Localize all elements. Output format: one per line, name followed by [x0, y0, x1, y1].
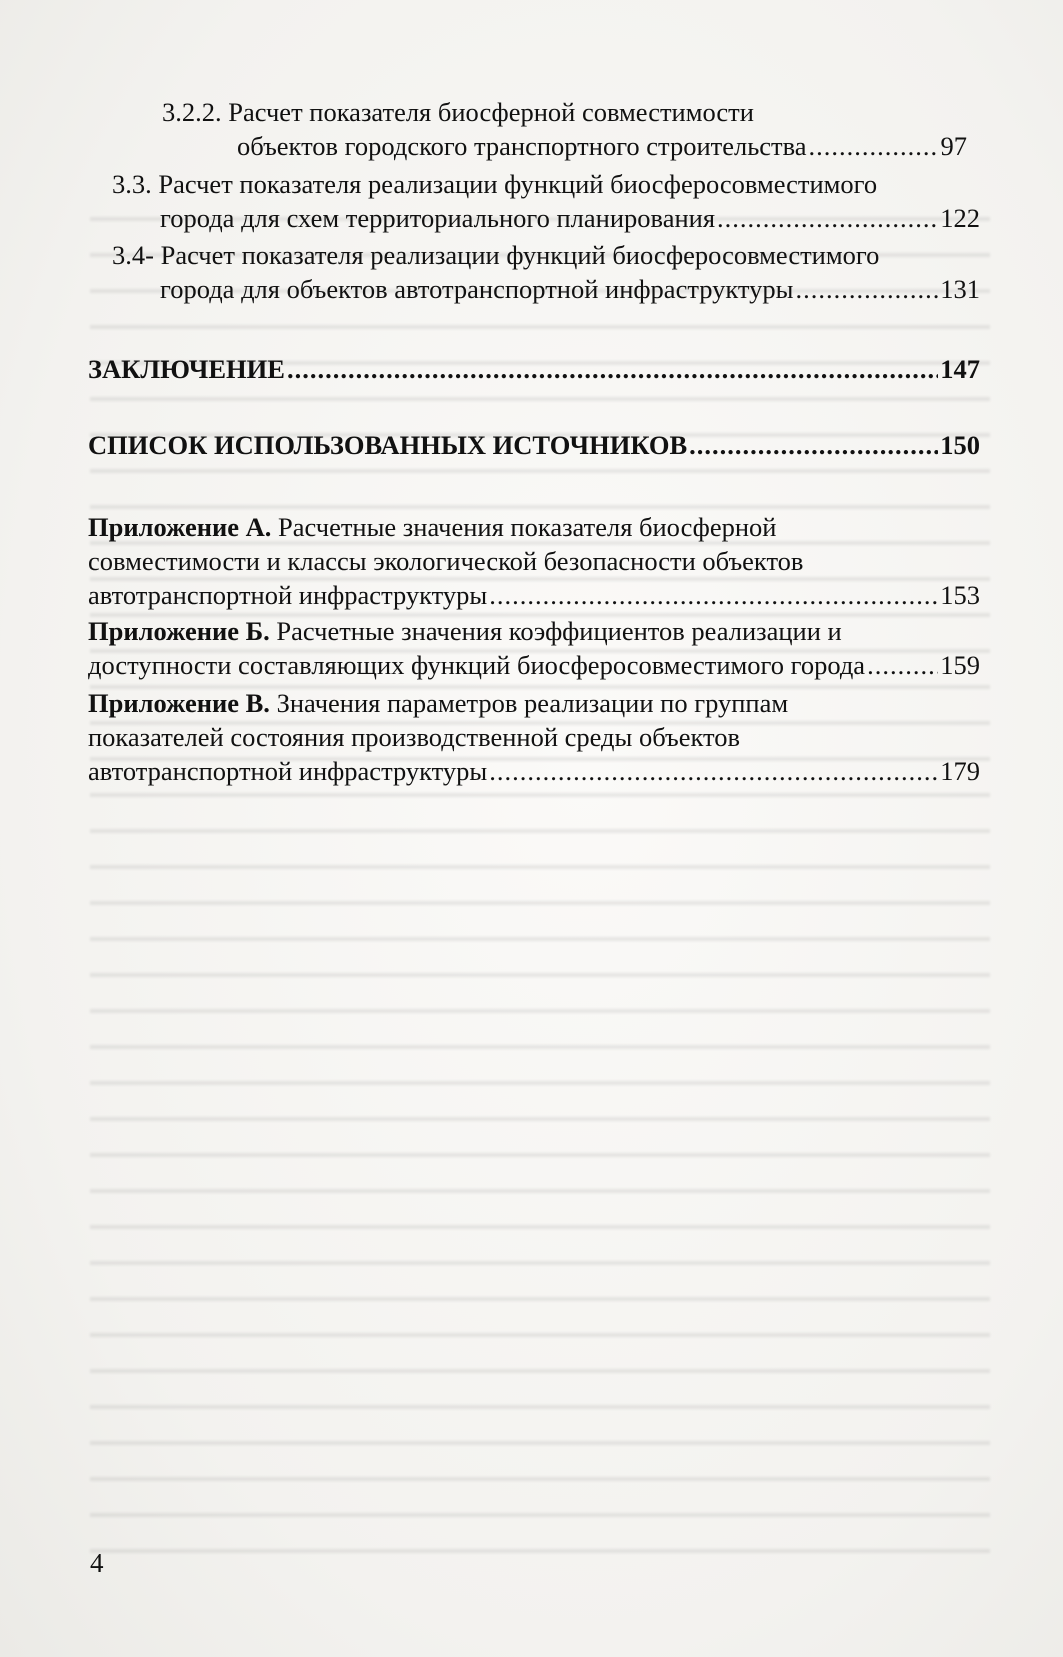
- show-through-texture: [90, 195, 990, 1555]
- toc-page-number: 159: [940, 650, 980, 680]
- toc-page-number: 122: [940, 203, 980, 233]
- appendix-prefix: Приложение Б.: [88, 616, 270, 646]
- leader-dots: [867, 648, 938, 682]
- toc-entry-line: [162, 129, 967, 163]
- toc-page-number: 153: [940, 580, 980, 610]
- leader-dots: [489, 578, 938, 612]
- toc-entry-sources[interactable]: [88, 428, 980, 462]
- toc-entry-line: [88, 352, 980, 386]
- toc-entry-line: [88, 428, 980, 462]
- page-number: 4: [90, 1548, 104, 1578]
- toc-entry-appendix-b[interactable]: [88, 614, 980, 682]
- toc-entry-line: [88, 510, 980, 544]
- toc-entry-title: СПИСОК ИСПОЛЬЗОВАННЫХ ИСТОЧНИКОВ: [88, 430, 688, 460]
- toc-page-number: 179: [940, 756, 980, 786]
- leader-dots: [489, 754, 938, 788]
- toc-entry-line: [88, 614, 980, 648]
- toc-entry-line: [162, 95, 967, 129]
- toc-entry-line: [88, 648, 980, 682]
- toc-entry-line: [112, 272, 980, 306]
- toc-entry-line: [112, 167, 980, 201]
- toc-entry-title: ЗАКЛЮЧЕНИЕ: [88, 354, 285, 384]
- toc-entry-title-cont: автотранспортной инфраструктуры: [88, 756, 488, 786]
- toc-entry-3-2-2[interactable]: [162, 95, 967, 163]
- toc-entry-title: Значения параметров реализации по группам: [276, 688, 789, 718]
- toc-entry-line: [112, 201, 980, 235]
- toc-entry-title: Расчетные значения коэффициентов реализации и: [276, 616, 842, 646]
- toc-entry-title-cont: города для схем территориального планирования: [160, 203, 716, 233]
- leader-dots: [287, 352, 938, 386]
- toc-page-number: 147: [940, 354, 980, 384]
- toc-entry-line: [88, 754, 980, 788]
- leader-dots: [717, 201, 938, 235]
- toc-entry-title-cont: показателей состояния производственной среды объектов: [88, 722, 741, 752]
- toc-entry-line: [88, 544, 980, 578]
- toc-entry-title: 3.4- Расчет показателя реализации функций биосферосовместимого: [112, 240, 880, 270]
- toc-entry-line: [88, 720, 980, 754]
- leader-dots: [689, 428, 938, 462]
- toc-entry-title-cont: доступности составляющих функций биосферосовместимого города: [88, 650, 866, 680]
- toc-entry-appendix-v[interactable]: [88, 686, 980, 788]
- toc-entry-title-cont: объектов городского транспортного строительства: [237, 131, 807, 161]
- leader-dots: [795, 272, 938, 306]
- appendix-prefix: Приложение А.: [88, 512, 272, 542]
- toc-entry-line: [88, 686, 980, 720]
- toc-page-number: 150: [940, 430, 980, 460]
- toc-entry-title-cont: города для объектов автотранспортной инфраструктуры: [160, 274, 794, 304]
- toc-entry-3-3[interactable]: [112, 167, 980, 235]
- toc-entry-title: 3.3. Расчет показателя реализации функций биосферосовместимого: [112, 169, 878, 199]
- toc-entry-line: [112, 238, 980, 272]
- toc-entry-3-4[interactable]: [112, 238, 980, 306]
- toc-entry-title-cont: совместимости и классы экологической безопасности объектов: [88, 546, 804, 576]
- toc-entry-conclusion[interactable]: [88, 352, 980, 386]
- toc-page-number: 97: [940, 131, 967, 161]
- toc-entry-appendix-a[interactable]: [88, 510, 980, 612]
- toc-entry-title: Расчетные значения показателя биосферной: [278, 512, 777, 542]
- toc-entry-line: [88, 578, 980, 612]
- leader-dots: [809, 129, 939, 163]
- toc-entry-title: 3.2.2. Расчет показателя биосферной совместимости: [162, 97, 754, 127]
- toc-page-number: 131: [940, 274, 980, 304]
- toc-entry-title-cont: автотранспортной инфраструктуры: [88, 580, 488, 610]
- appendix-prefix: Приложение В.: [88, 688, 270, 718]
